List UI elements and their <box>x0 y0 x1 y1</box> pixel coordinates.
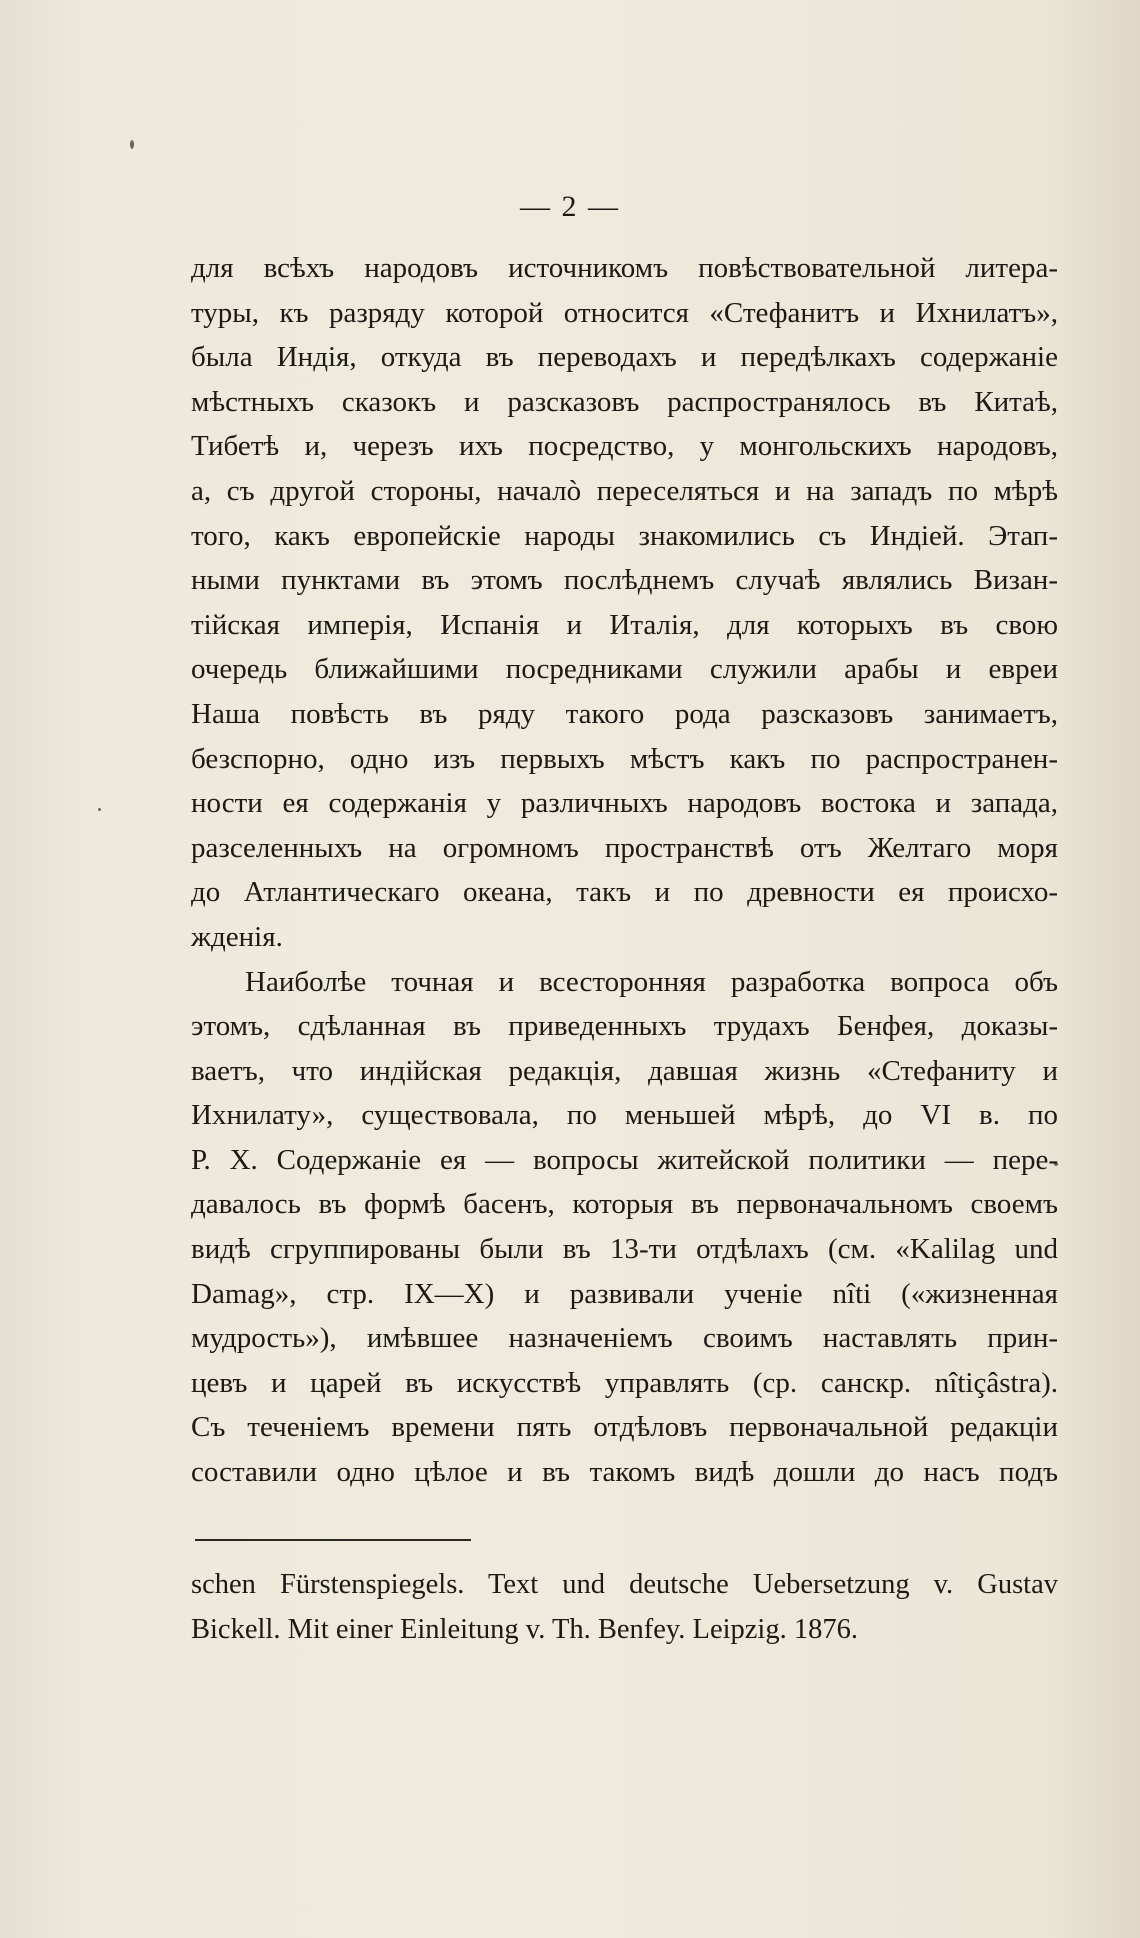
scan-speck <box>130 140 134 149</box>
text-line: ности ея содержанія у различныхъ народовъ востока и запада, <box>191 787 1058 820</box>
text-line: тійская имперія, Испанія и Италія, для которыхъ въ свою <box>191 608 1058 641</box>
text-line: для всѣхъ народовъ источникомъ повѣствовательной литера- <box>191 252 1058 284</box>
text-line: а, съ другой стороны, началò переселяться и на западъ по мѣрѣ <box>191 474 1058 507</box>
footnote <box>191 1563 1058 1652</box>
text-line: очередь ближайшими посредниками служили арабы и евреи <box>191 653 1058 686</box>
text-line: того, какъ европейскіе народы знакомились съ Индіей. Этап- <box>191 519 1058 552</box>
text-line: до Атлантическаго океана, такъ и по древности ея происхо- <box>191 876 1058 909</box>
text-line: ваетъ, что индійская редакція, давшая жизнь «Стефаниту и <box>191 1054 1058 1087</box>
text-line: Damag», стр. IX—X) и развивали ученіе nîti («жизненная <box>191 1277 1058 1310</box>
text-line: ными пунктами въ этомъ послѣднемъ случаѣ являлись Визан- <box>191 564 1058 597</box>
text-line: цевъ и царей въ искусствѣ управлять (ср. санскр. nîtiçâstra). <box>191 1366 1058 1399</box>
text-line: давалось въ формѣ басенъ, которыя въ первоначальномъ своемъ <box>191 1188 1058 1221</box>
footnote-line: schen Fürstenspiegels. Text und deutsche Uebersetzung v. Gustav <box>191 1569 1058 1600</box>
text-line: Съ теченіемъ времени пять отдѣловъ первоначальной редакціи <box>191 1411 1058 1444</box>
text-line: мудрость»), имѣвшее назначеніемъ своимъ наставлять прин- <box>191 1322 1058 1355</box>
text-line: Р. Х. Содержаніе ея — вопросы житейской политики — пере- <box>191 1143 1058 1176</box>
text-line: составили одно цѣлое и въ такомъ видѣ дошли до насъ подъ <box>191 1456 1058 1489</box>
footnote-divider <box>195 1539 471 1541</box>
text-line: разселенныхъ на огромномъ пространствѣ отъ Желтаго моря <box>191 831 1058 864</box>
text-line: Тибетѣ и, черезъ ихъ посредство, у монгольскихъ народовъ, <box>191 430 1058 463</box>
footnote-line: Bickell. Mit einer Einleitung v. Th. Benfey. Leipzig. 1876. <box>191 1613 858 1645</box>
text-line: Наша повѣсть въ ряду такого рода разсказовъ занимаетъ, <box>191 697 1058 730</box>
text-line: была Индія, откуда въ переводахъ и передѣлкахъ содержаніе <box>191 341 1058 374</box>
text-line: Ихнилату», существовала, по меньшей мѣрѣ, до VI в. по <box>191 1099 1058 1132</box>
scan-speck <box>98 808 101 811</box>
text-line: Наиболѣе точная и всесторонняя разработка вопроса объ <box>245 965 1058 998</box>
body-text <box>191 246 1058 1495</box>
page-number: — 2 — <box>520 190 620 223</box>
text-line: туры, къ разряду которой относится «Стефанитъ и Ихнилатъ», <box>191 296 1058 329</box>
text-line: мѣстныхъ сказокъ и разсказовъ распространялось въ Китаѣ, <box>191 385 1058 418</box>
text-line: этомъ, сдѣланная въ приведенныхъ трудахъ Бенфея, доказы- <box>191 1010 1058 1043</box>
text-line: жденія. <box>191 920 283 953</box>
text-line: видѣ сгруппированы были въ 13-ти отдѣлахъ (см. «Kalilag und <box>191 1233 1058 1266</box>
text-line: безспорно, одно изъ первыхъ мѣстъ какъ по распространен- <box>191 742 1058 775</box>
